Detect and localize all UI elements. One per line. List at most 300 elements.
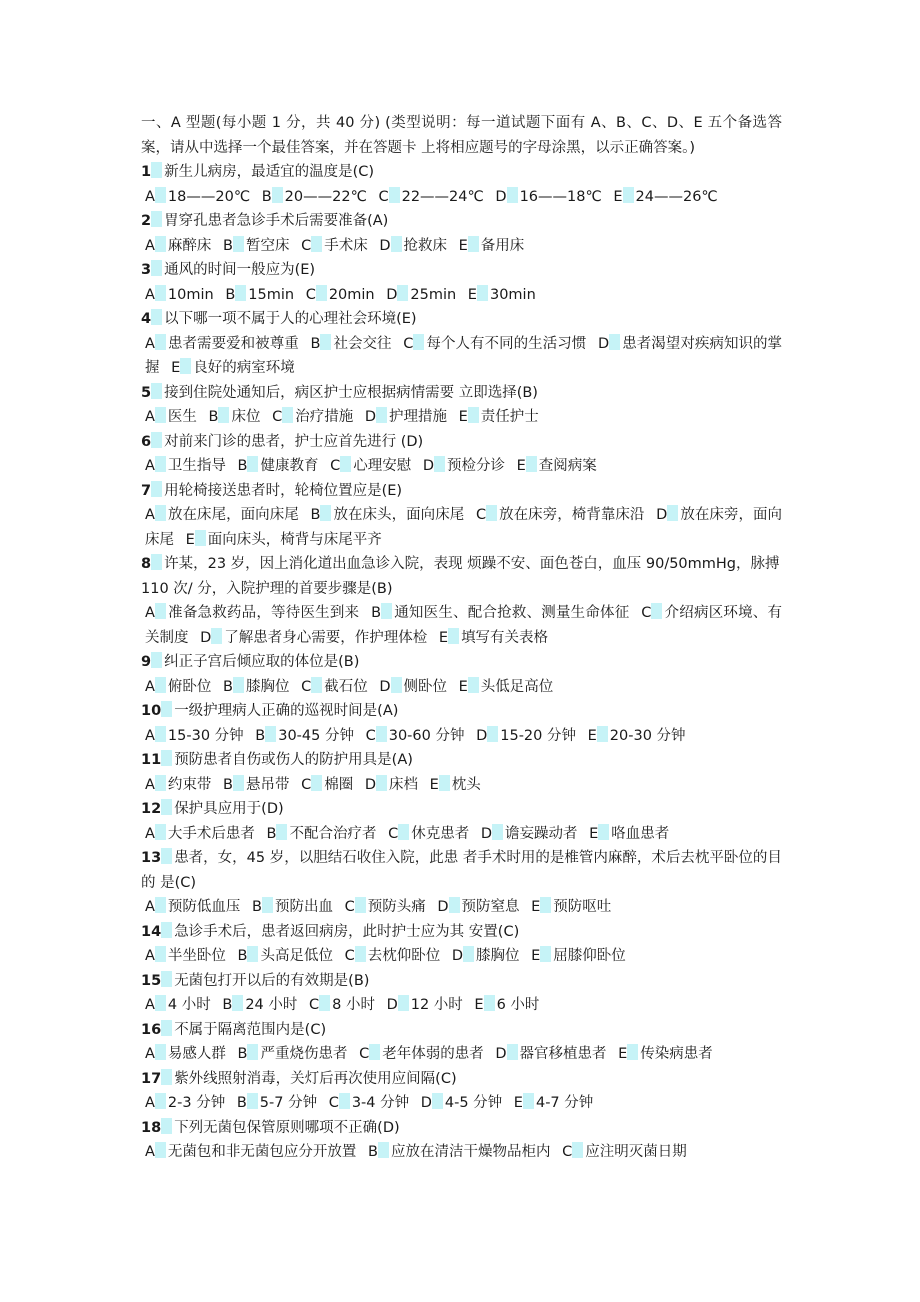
answer-option-b (209, 409, 261, 425)
answer-option-b (237, 1095, 317, 1111)
option-letter: C (388, 825, 399, 842)
option-line (141, 822, 782, 847)
option-text: 4-7 分钟 (535, 1095, 594, 1111)
highlight-mark: . (355, 897, 366, 913)
answer-option-a (145, 948, 226, 964)
answer-option-c (306, 287, 375, 303)
highlight-mark: . (369, 1044, 380, 1060)
option-text: 床位 (231, 409, 261, 425)
answer-option-e (439, 630, 548, 646)
question-text: 通风的时间一般应为(E) (164, 262, 316, 278)
option-letter: A (145, 605, 155, 621)
question-number: 7 (141, 482, 152, 499)
option-text: 患者需要爱和被尊重 (167, 335, 299, 352)
option-letter: D (420, 1095, 432, 1111)
highlight-mark: . (233, 236, 244, 252)
highlight-mark: . (262, 897, 273, 913)
question-9 (141, 650, 782, 699)
answer-option-a (145, 728, 244, 744)
question-text: 一级护理病人正确的巡视时间是(A) (174, 703, 399, 719)
answer-option-b (310, 507, 464, 523)
highlight-mark: . (161, 971, 172, 987)
question-stem (141, 479, 782, 504)
option-text: 床档 (389, 776, 418, 793)
option-text: 社会交往 (333, 335, 392, 352)
option-line (141, 405, 782, 430)
question-2 (141, 209, 782, 258)
highlight-mark: . (320, 505, 331, 521)
option-text: 膝胸位 (476, 948, 520, 964)
highlight-mark: . (376, 407, 387, 423)
highlight-mark: . (463, 946, 474, 962)
highlight-mark: . (316, 285, 327, 301)
question-10 (141, 699, 782, 748)
option-letter: C (301, 678, 312, 695)
option-letter: A (145, 458, 155, 474)
option-letter: A (145, 237, 155, 254)
highlight-mark: . (161, 1020, 172, 1036)
option-letter: D (379, 678, 391, 695)
option-text: 咯血患者 (611, 825, 670, 842)
answer-option-a (145, 826, 255, 842)
question-text: 许某，23 岁，因上消化道出血急诊入院，表现 烦躁不安、面色苍白，血压 90/50mmHg，脉搏 110 次/ 分，入院护理的首要步骤是(B) (141, 556, 780, 597)
option-letter: B (371, 605, 382, 621)
highlight-mark: . (597, 726, 608, 742)
question-text: 胃穿孔患者急诊手术后需要准备(A) (164, 213, 389, 229)
option-text: 了解患者身心需要，作护理体检 (224, 629, 428, 646)
answer-option-a (145, 238, 211, 254)
highlight-mark: . (486, 505, 497, 521)
highlight-mark: . (432, 1093, 443, 1109)
option-text: 10min (167, 286, 214, 303)
option-letter: E (458, 678, 468, 695)
question-number: 5 (141, 384, 152, 401)
option-text: 面向床头，椅背与床尾平齐 (207, 531, 382, 548)
option-text: 应放在清洁干燥物品柜内 (390, 1144, 551, 1160)
highlight-mark: . (151, 554, 162, 570)
option-letter: E (438, 629, 449, 646)
highlight-mark: . (492, 824, 503, 840)
answer-option-a (145, 507, 299, 523)
option-letter: D (451, 948, 463, 964)
question-stem (141, 1067, 782, 1092)
answer-option-e (531, 899, 611, 915)
option-line (141, 454, 782, 479)
answer-option-e (459, 409, 539, 425)
highlight-mark: . (232, 995, 243, 1011)
question-stem (141, 699, 782, 724)
highlight-mark: . (540, 946, 551, 962)
highlight-mark: . (151, 309, 162, 325)
option-letter: B (261, 188, 272, 205)
option-letter: E (458, 237, 468, 254)
option-line (141, 724, 782, 749)
question-text: 不属于隔离范围内是(C) (174, 1021, 327, 1038)
answer-option-a (145, 997, 211, 1013)
option-text: 5-7 分钟 (259, 1095, 318, 1111)
option-line (141, 1091, 782, 1116)
highlight-mark: . (151, 481, 162, 497)
question-stem (141, 160, 782, 185)
option-line (141, 895, 782, 920)
question-18 (141, 1116, 782, 1165)
option-letter: B (225, 286, 236, 303)
highlight-mark: . (155, 187, 166, 203)
option-letter: A (145, 1046, 155, 1062)
highlight-mark: . (311, 775, 322, 791)
option-text: 放在床尾，面向床尾 (167, 507, 299, 523)
question-number: 16 (141, 1021, 162, 1038)
option-letter: C (641, 605, 652, 621)
answer-option-e (613, 189, 717, 205)
option-letter: C (301, 776, 312, 793)
option-text: 放在床旁，面向床尾 (145, 507, 783, 548)
answer-option-c (562, 1144, 687, 1160)
highlight-mark: . (151, 162, 162, 178)
option-text: 备用床 (480, 237, 525, 254)
question-stem (141, 381, 782, 406)
option-letter: E (171, 360, 181, 376)
highlight-mark: . (276, 824, 287, 840)
option-letter: E (618, 1046, 628, 1062)
option-text: 预检分诊 (447, 458, 505, 474)
question-number: 11 (141, 752, 162, 768)
question-number: 12 (141, 801, 162, 817)
option-text: 30-45 分钟 (278, 727, 354, 744)
option-text: 介绍病区环境、有关制度 (145, 605, 783, 646)
question-stem (141, 797, 782, 822)
answer-option-b (238, 458, 319, 474)
answer-option-b (267, 826, 377, 842)
option-text: 心理安慰 (353, 458, 412, 474)
question-number: 3 (141, 262, 152, 278)
option-letter: B (266, 825, 277, 842)
highlight-mark: . (155, 285, 166, 301)
option-letter: D (422, 458, 434, 474)
highlight-mark: . (667, 505, 678, 521)
highlight-mark: . (211, 628, 222, 644)
option-letter: B (237, 458, 248, 474)
option-letter: A (145, 286, 155, 303)
option-text: 去枕仰卧位 (367, 948, 441, 964)
question-text: 对前来门诊的患者，护士应首先进行 (D) (164, 433, 424, 450)
option-letter: C (344, 899, 355, 915)
answer-option-a (145, 1095, 225, 1111)
option-text: 治疗措施 (295, 409, 354, 425)
highlight-mark: . (282, 407, 293, 423)
option-letter: E (613, 188, 623, 205)
option-text: 预防头痛 (367, 899, 426, 915)
option-text: 老年体弱的患者 (382, 1046, 484, 1062)
highlight-mark: . (155, 456, 166, 472)
option-line (141, 1042, 782, 1067)
option-letter: A (145, 727, 155, 744)
option-text: 预防呕吐 (553, 899, 612, 915)
answer-option-c (345, 899, 426, 915)
highlight-mark: . (161, 848, 172, 864)
answer-option-e (459, 238, 525, 254)
option-letter: A (145, 1095, 155, 1111)
option-text: 2-3 分钟 (167, 1095, 226, 1111)
option-text: 抢救床 (403, 237, 447, 254)
highlight-mark: . (161, 701, 172, 717)
question-stem (141, 650, 782, 675)
option-text: 易感人群 (167, 1046, 226, 1062)
option-letter: B (208, 409, 219, 425)
highlight-mark: . (247, 1093, 258, 1109)
option-line (141, 601, 782, 650)
answer-option-b (252, 899, 333, 915)
option-text: 准备急救药品，等待医生到来 (167, 605, 360, 621)
highlight-mark: . (339, 1093, 350, 1109)
answer-option-d (387, 997, 463, 1013)
option-letter: A (145, 997, 155, 1013)
option-text: 16——18℃ (519, 188, 602, 205)
highlight-mark: . (247, 456, 258, 472)
answer-option-c (301, 777, 353, 793)
option-letter: D (379, 237, 391, 254)
option-text: 应注明灭菌日期 (585, 1144, 687, 1160)
option-letter: C (328, 1095, 339, 1111)
question-13 (141, 846, 782, 920)
answer-option-e (430, 777, 481, 793)
highlight-mark: . (487, 726, 498, 742)
question-list (141, 160, 782, 1165)
question-text: 纠正子宫后倾应取的体位是(B) (164, 654, 360, 670)
highlight-mark: . (161, 1118, 172, 1134)
question-stem (141, 307, 782, 332)
highlight-mark: . (155, 677, 166, 693)
highlight-mark: . (151, 260, 162, 276)
answer-option-d (423, 458, 505, 474)
question-text: 下列无菌包保管原则哪项不正确(D) (174, 1119, 400, 1136)
highlight-mark: . (265, 726, 276, 742)
option-letter: B (255, 727, 266, 744)
highlight-mark: . (155, 995, 166, 1011)
answer-option-a (145, 336, 299, 352)
question-number: 14 (141, 923, 162, 940)
option-text: 3-4 分钟 (351, 1095, 410, 1111)
question-number: 6 (141, 433, 152, 450)
answer-option-c (345, 948, 441, 964)
option-letter: D (200, 629, 212, 646)
option-text: 4 小时 (167, 997, 211, 1013)
highlight-mark: . (151, 383, 162, 399)
option-letter: E (587, 727, 597, 744)
option-text: 4-5 分钟 (444, 1095, 503, 1111)
option-text: 半坐卧位 (167, 948, 226, 964)
answer-option-e (459, 679, 554, 695)
highlight-mark: . (340, 456, 351, 472)
answer-option-b (238, 1046, 348, 1062)
option-letter: A (145, 335, 155, 352)
answer-option-d (379, 238, 447, 254)
option-text: 患者渴望对疾病知识的掌握 (145, 335, 783, 376)
highlight-mark: . (155, 1142, 166, 1158)
question-text: 用轮椅接送患者时，轮椅位置应是(E) (164, 482, 403, 499)
option-text: 良好的病室环境 (193, 360, 295, 376)
question-number: 18 (141, 1119, 162, 1136)
option-letter: A (145, 1144, 155, 1160)
option-letter: B (223, 678, 233, 695)
option-text: 手术床 (324, 237, 368, 254)
answer-option-c (301, 238, 368, 254)
option-text: 查阅病案 (538, 458, 597, 474)
highlight-mark: . (247, 1044, 258, 1060)
highlight-mark: . (151, 432, 162, 448)
highlight-mark: . (311, 236, 322, 252)
option-text: 头高足低位 (260, 948, 333, 964)
option-letter: A (145, 948, 155, 964)
question-number: 13 (141, 850, 162, 866)
option-letter: A (145, 507, 155, 523)
highlight-mark: . (484, 995, 495, 1011)
option-letter: C (344, 948, 355, 964)
answer-option-b (222, 997, 297, 1013)
answer-option-c (403, 336, 586, 352)
highlight-mark: . (319, 995, 330, 1011)
highlight-mark: . (651, 603, 662, 619)
highlight-mark: . (468, 407, 479, 423)
question-number: 4 (141, 311, 152, 327)
option-text: 责任护士 (480, 409, 539, 425)
option-text: 谵妄躁动者 (505, 825, 578, 842)
option-line (141, 675, 782, 700)
highlight-mark: . (155, 946, 166, 962)
highlight-mark: . (320, 334, 331, 350)
highlight-mark: . (449, 897, 460, 913)
option-text: 预防窒息 (461, 899, 520, 915)
option-letter: E (531, 948, 541, 964)
highlight-mark: . (439, 775, 450, 791)
option-letter: E (429, 776, 439, 793)
answer-option-d (452, 948, 520, 964)
option-letter: E (185, 531, 195, 548)
answer-option-e (171, 360, 295, 376)
highlight-mark: . (477, 285, 488, 301)
answer-option-d (495, 189, 601, 205)
highlight-mark: . (413, 334, 424, 350)
answer-option-b (223, 777, 289, 793)
option-text: 枕头 (451, 776, 481, 793)
answer-option-c (309, 997, 375, 1013)
option-letter: A (145, 899, 155, 915)
question-number: 2 (141, 213, 152, 229)
option-letter: B (223, 237, 233, 254)
highlight-mark: . (468, 236, 479, 252)
answer-option-d (365, 777, 418, 793)
option-letter: A (145, 409, 155, 425)
option-text: 15min (248, 286, 295, 303)
option-letter: D (597, 335, 610, 352)
option-text: 6 小时 (496, 997, 540, 1013)
answer-option-a (145, 679, 211, 695)
answer-option-b (238, 948, 333, 964)
answer-option-c (359, 1046, 484, 1062)
option-letter: B (310, 335, 321, 352)
answer-option-a (145, 1046, 226, 1062)
answer-option-b (255, 728, 354, 744)
option-line (141, 234, 782, 259)
highlight-mark: . (572, 1142, 583, 1158)
option-line (141, 773, 782, 798)
highlight-mark: . (507, 187, 518, 203)
answer-option-e (468, 287, 536, 303)
answer-option-e (531, 948, 626, 964)
answer-option-a (145, 189, 250, 205)
option-letter: B (223, 776, 233, 793)
option-text: 麻醉床 (167, 237, 212, 254)
highlight-mark: . (195, 530, 206, 546)
answer-option-d (476, 728, 576, 744)
answer-option-b (225, 287, 294, 303)
question-5 (141, 381, 782, 430)
answer-option-b (371, 605, 629, 621)
question-11 (141, 748, 782, 797)
answer-option-a (145, 777, 211, 793)
option-text: 22——24℃ (401, 188, 484, 205)
option-letter: B (310, 507, 321, 523)
option-letter: C (359, 1046, 370, 1062)
question-stem (141, 969, 782, 994)
question-7 (141, 479, 782, 553)
highlight-mark: . (218, 407, 229, 423)
highlight-mark: . (272, 187, 283, 203)
exam-content (141, 111, 782, 1165)
highlight-mark: . (155, 334, 166, 350)
highlight-mark: . (397, 285, 408, 301)
option-letter: C (475, 507, 487, 523)
option-letter: C (378, 188, 389, 205)
option-text: 医生 (167, 409, 197, 425)
option-text: 膝胸位 (245, 678, 290, 695)
question-number: 1 (141, 164, 152, 180)
option-letter: C (272, 409, 283, 425)
option-line (141, 332, 782, 381)
highlight-mark: . (389, 187, 400, 203)
question-text: 新生儿病房，最适宜的温度是(C) (164, 164, 375, 180)
highlight-mark: . (155, 1044, 166, 1060)
highlight-mark: . (627, 1044, 638, 1060)
option-letter: A (145, 825, 155, 842)
highlight-mark: . (381, 603, 392, 619)
option-text: 不配合治疗者 (289, 825, 377, 842)
highlight-mark: . (376, 775, 387, 791)
question-text: 接到住院处通知后，病区护士应根据病情需要 立即选择(B) (164, 384, 538, 401)
answer-option-d (421, 1095, 502, 1111)
option-letter: B (368, 1144, 378, 1160)
highlight-mark: . (391, 677, 402, 693)
highlight-mark: . (151, 652, 162, 668)
option-letter: C (301, 237, 312, 254)
highlight-mark: . (540, 897, 551, 913)
highlight-mark: . (523, 1093, 534, 1109)
option-letter: B (222, 997, 233, 1013)
highlight-mark: . (247, 946, 258, 962)
question-text: 以下哪一项不属于人的心理社会环境(E) (164, 311, 417, 327)
option-letter: A (145, 678, 155, 695)
answer-option-e (517, 458, 597, 474)
option-text: 放在床旁，椅背靠床沿 (499, 507, 645, 523)
answer-option-e (186, 532, 382, 548)
question-stem (141, 1018, 782, 1043)
option-text: 截石位 (324, 678, 368, 695)
option-text: 24 小时 (245, 997, 298, 1013)
option-line (141, 1140, 782, 1165)
question-number: 8 (141, 556, 152, 572)
answer-option-c (476, 507, 645, 523)
question-stem (141, 920, 782, 945)
